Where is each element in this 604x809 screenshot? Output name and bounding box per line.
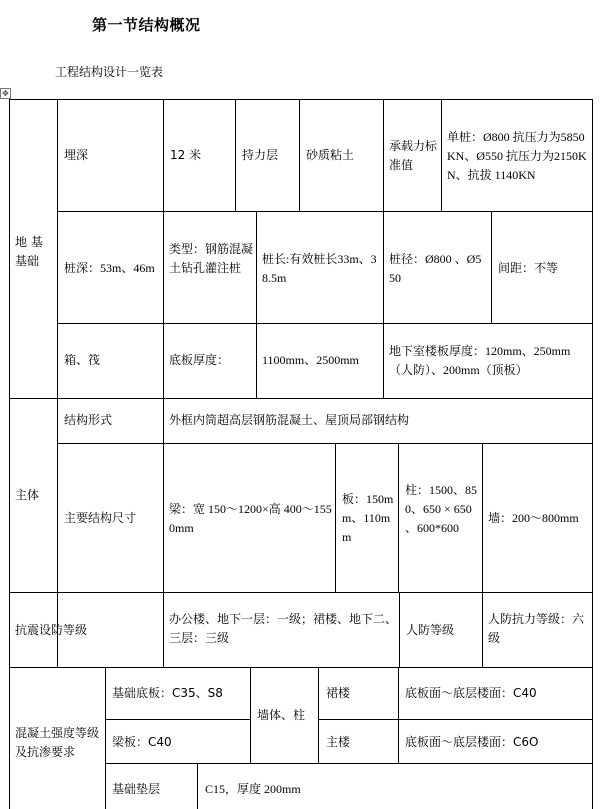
grid-line xyxy=(318,719,593,720)
grid-line xyxy=(441,99,442,211)
civil-defense-resistance: 人防抗力等级：六级 xyxy=(488,612,585,645)
seismic-value: 办公楼、地下一层：一级；裙楼、地下二、三层：三级 xyxy=(169,612,398,645)
beam-slab-grade: 梁板：C40 xyxy=(112,735,172,749)
grid-line xyxy=(482,443,483,667)
grid-line xyxy=(235,99,236,211)
structure-form-label: 结构形式 xyxy=(64,413,113,427)
slab-thickness-value: 1100mm、2500mm xyxy=(262,353,359,367)
section-title: 第一节结构概况 xyxy=(92,16,201,34)
cushion-label: 基础垫层 xyxy=(112,782,161,796)
grid-line xyxy=(250,667,251,763)
foundation-slab-grade: 基础底板：C35、S8 xyxy=(112,686,223,700)
pile-diameter: 桩径：Ø800 、Ø550 xyxy=(389,252,482,285)
burial-depth-value: 12 米 xyxy=(170,148,202,162)
foundation-label: 地 基 基础 xyxy=(15,235,43,268)
main-building-label: 主楼 xyxy=(326,735,351,749)
grid-line xyxy=(105,719,250,720)
raft-label: 箱、筏 xyxy=(64,353,101,367)
pile-type: 类型：钢筋混凝土钻孔灌注桩 xyxy=(169,242,254,275)
main-structure-label: 主体 xyxy=(15,488,40,502)
move-icon[interactable]: ✥ xyxy=(0,88,11,99)
grid-line xyxy=(57,99,58,667)
grid-line xyxy=(163,99,164,667)
grid-line xyxy=(592,99,593,809)
main-building-grade: 底板面～底层楼面：C6O xyxy=(405,735,539,749)
slab-thickness-label: 底板厚度： xyxy=(169,353,230,367)
grid-line xyxy=(105,763,593,764)
grid-line xyxy=(9,99,593,100)
cushion-value: C15，厚度 200mm xyxy=(205,782,301,796)
structure-size-label: 主要结构尺寸 xyxy=(64,511,137,525)
column-size: 柱：1500、850、650 × 650 、600*600 xyxy=(405,483,478,535)
grid-line xyxy=(57,443,593,444)
bearing-layer-value: 砂质粘土 xyxy=(306,148,355,162)
grid-line xyxy=(398,443,399,592)
pile-length: 桩长:有效桩长33m、38.5m xyxy=(262,252,377,285)
structure-form-value: 外框内筒超高层钢筋混凝土、屋顶局部钢结构 xyxy=(169,413,410,427)
grid-line xyxy=(57,323,593,324)
pile-spacing: 间距：不等 xyxy=(498,261,559,275)
bearing-layer-label: 持力层 xyxy=(242,148,279,162)
grid-line xyxy=(318,667,319,763)
grid-line xyxy=(197,763,198,809)
basement-floor-thickness: 地下室楼板厚度：120mm、250mm（人防）、200mm（顶板） xyxy=(389,344,571,377)
grid-line xyxy=(299,99,300,211)
burial-depth-label: 埋深 xyxy=(64,148,89,162)
capacity-value: 单桩：Ø800 抗压力为5850KN、Ø550 抗压力为2150KN、抗拔 1140KN xyxy=(447,130,587,182)
wall-size: 墙：200～800mm xyxy=(488,511,579,525)
grid-line xyxy=(9,398,593,399)
slab-size: 板：150mm、110mm xyxy=(342,492,394,544)
grid-line xyxy=(383,99,384,211)
grid-line xyxy=(9,99,10,809)
civil-defense-label: 人防等级 xyxy=(406,623,455,637)
concrete-grade-label: 混凝土强度等级及抗渗要求 xyxy=(15,726,100,759)
grid-line xyxy=(9,592,593,593)
wall-column-label: 墙体、柱 xyxy=(257,708,306,722)
podium-label: 裙楼 xyxy=(326,686,351,700)
grid-line xyxy=(398,667,399,763)
beam-size: 梁：宽 150～1200×高 400～1550mm xyxy=(169,502,332,535)
podium-grade: 底板面～底层楼面：C40 xyxy=(405,686,537,700)
table-caption: 工程结构设计一览表 xyxy=(55,65,164,79)
grid-line xyxy=(335,443,336,592)
grid-line xyxy=(256,211,257,398)
grid-line xyxy=(491,211,492,323)
grid-line xyxy=(9,667,593,668)
grid-line xyxy=(105,667,106,809)
grid-line xyxy=(399,592,400,667)
capacity-label: 承载力标准值 xyxy=(389,139,438,172)
grid-line xyxy=(57,211,593,212)
seismic-label: 抗震设防等级 xyxy=(15,623,88,637)
grid-line xyxy=(383,211,384,398)
pile-depth: 桩深：53m、46m xyxy=(64,261,155,275)
